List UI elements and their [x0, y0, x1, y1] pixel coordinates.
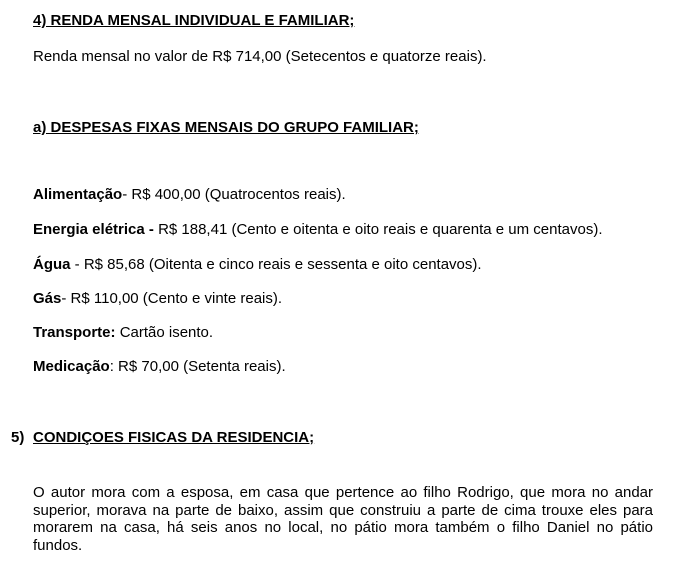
- section-5-number: 5): [11, 429, 25, 446]
- expense-item-food: [33, 186, 346, 203]
- section-4-heading: 4) RENDA MENSAL INDIVIDUAL E FAMILIAR;: [33, 12, 355, 29]
- section-a-heading: a) DESPESAS FIXAS MENSAIS DO GRUPO FAMILIAR;: [33, 119, 419, 136]
- expense-separator: -: [61, 290, 71, 307]
- expense-label: Alimentação: [33, 186, 123, 203]
- paragraph-line: superior, morava na parte de baixo, assim que construiu a parte de cima trouxe eles para: [33, 501, 653, 519]
- expense-label: Medicação: [33, 358, 110, 375]
- expense-value: R$ 85,68 (Oitenta e cinco reais e sessenta e oito centavos).: [83, 256, 482, 273]
- expense-value: Cartão isento.: [119, 324, 214, 341]
- expense-item-transport: [33, 324, 213, 341]
- expense-item-electricity: [33, 221, 603, 238]
- paragraph-line: O autor mora com a esposa, em casa que pertence ao filho Rodrigo, que mora no andar: [33, 484, 653, 501]
- expense-value: R$ 400,00 (Quatrocentos reais).: [131, 186, 346, 203]
- expense-value: R$ 70,00 (Setenta reais).: [118, 358, 286, 375]
- expense-separator: :: [109, 358, 119, 375]
- section-5-heading: CONDIÇOES FISICAS DA RESIDENCIA;: [33, 429, 315, 446]
- expense-label: Transporte:: [33, 324, 116, 341]
- residence-description: [33, 484, 653, 554]
- expense-label: Água: [33, 256, 71, 273]
- paragraph-line: morarem na casa, há seis anos no local, no pátio mora também o filho Daniel no pátio: [33, 519, 653, 536]
- section-4-text: Renda mensal no valor de R$ 714,00 (Setecentos e quatorze reais).: [33, 48, 487, 65]
- paragraph-line: fundos.: [33, 536, 83, 554]
- expense-label: Gás: [33, 290, 62, 307]
- expense-item-gas: [33, 290, 282, 307]
- expense-item-water: [33, 256, 482, 273]
- expense-separator: -: [122, 186, 132, 203]
- expense-value: R$ 110,00 (Cento e vinte reais).: [70, 290, 283, 307]
- expense-separator: -: [70, 256, 84, 273]
- expense-label: Energia elétrica -: [33, 221, 154, 238]
- expense-value: R$ 188,41 (Cento e oitenta e oito reais e quarenta e um centavos).: [158, 221, 603, 238]
- expense-item-medication: [33, 358, 286, 375]
